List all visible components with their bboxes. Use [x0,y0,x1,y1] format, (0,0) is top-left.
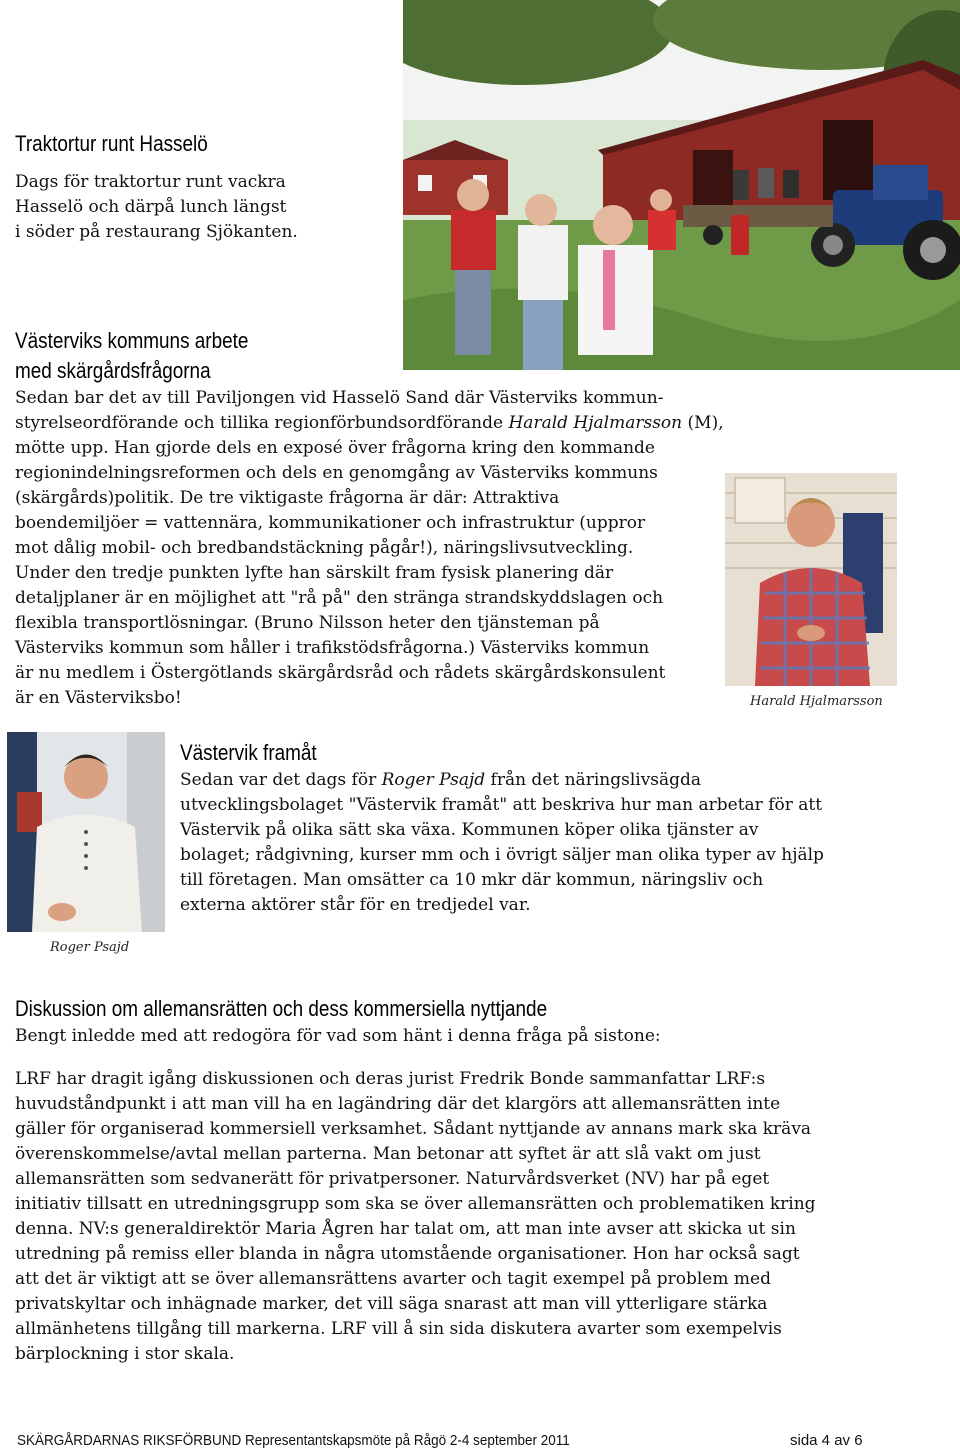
text-line: initiativ tillsatt en utredningsgrupp som ska se över allemansrätten och problematiken kring [15,1194,816,1214]
tractor-tour-photo [403,0,960,370]
text-line: utvecklingsbolaget "Västervik framåt" att beskriva hur man arbetar för att [180,795,823,815]
text-line: utredning på remiss eller blanda in några utomstående organisationer. Hon har också sagt [15,1244,800,1264]
allemansratten-heading: Diskussion om allemansrätten och dess kommersiella nyttjande [15,996,548,1021]
text-line: LRF har dragit igång diskussionen och deras jurist Fredrik Bonde sammanfattar LRF:s [15,1069,766,1089]
text-line: denna. NV:s generaldirektör Maria Ågren har talat om, att man inte avser att skicka ut sin [15,1219,796,1239]
text-line: mötte upp. Han gjorde dels en exposé över frågorna kring den kommande [15,438,655,458]
text-line: Västerviks kommun som håller i trafikstödsfrågorna.) Västerviks kommun [15,638,650,658]
tractor-tour-heading: Traktortur runt Hasselö [15,131,208,156]
footer-title: SKÄRGÅRDARNAS RIKSFÖRBUND Representantskapsmöte på Rågö 2-4 september 2011 [17,1432,570,1449]
text-line: Under den tredje punkten lyfte han särskilt fram fysisk planering där [15,563,614,583]
vastervik-heading-line-2: med skärgårdsfrågorna [15,358,211,383]
text-line: detaljplaner är en möjlighet att "rå på" den stränga strandskyddslagen och [15,588,664,608]
roger-photo [7,732,165,932]
person-name: Roger Psajd [381,770,486,790]
text-line: flexibla transportlösningar. (Bruno Nilsson heter den tjänsteman på [15,613,600,633]
text-line: bolaget; rådgivning, kurser mm och i övrigt säljer man olika typer av hjälp [180,845,824,865]
text-line: mot dålig mobil- och bredbandstäckning pågår!), näringslivsutveckling. [15,538,634,558]
text-line: bärplockning i stor skala. [15,1344,235,1364]
person-name: Harald Hjalmarsson [508,413,683,433]
text-line: är en Västerviksbo! [15,688,182,708]
text-line: Sedan var det dags för Roger Psajd från det näringslivsägda [180,770,702,790]
vastervik-text [15,386,775,711]
text-line: styrelseordförande och tillika regionförbundsordförande Harald Hjalmarsson (M), [15,413,724,433]
text-line: Västervik på olika sätt ska växa. Kommunen köper olika tjänster av [180,820,759,840]
harald-caption: Harald Hjalmarsson [750,694,883,709]
allemansratten-text [15,1067,915,1367]
text-line: att det är viktigt att se över allemansrättens avarter och tagit exempel på problem med [15,1269,771,1289]
text-line: boendemiljöer = vattennära, kommunikationer och infrastruktur (uppror [15,513,646,533]
text-line: allemansrätten som sedvanerätt för privatpersoner. Naturvårdsverket (NV) har på eget [15,1169,770,1189]
page-number: sida 4 av 6 [790,1432,863,1449]
text-line: externa aktörer står för en tredjedel var. [180,895,531,915]
text-line: är nu medlem i Östergötlands skärgårdsråd och rådets skärgårdskonsulent [15,663,666,683]
text-line: regionindelningsreformen och dels en genomgång av Västerviks kommuns [15,463,658,483]
text-line: huvudståndpunkt i att man vill ha en lagändring där det klargörs att allemansrätten inte [15,1094,781,1114]
text-line: Sedan bar det av till Paviljongen vid Hasselö Sand där Västerviks kommun- [15,388,664,408]
text-line: Hasselö och därpå lunch längst [15,197,287,217]
text-line: till företagen. Man omsätter ca 10 mkr där kommun, näringsliv och [180,870,764,890]
text-line: gäller för organiserad kommersiell verksamhet. Sådant nyttjande av annans mark ska kräva [15,1119,812,1139]
harald-photo [725,473,897,686]
vastervik-framat-text [180,768,880,918]
tractor-tour-text [15,170,395,245]
vastervik-heading-line-1: Västerviks kommuns arbete [15,328,249,353]
text-line: (skärgårds)politik. De tre viktigaste frågorna är där: Attraktiva [15,488,560,508]
vastervik-framat-heading: Västervik framåt [180,740,317,765]
text-line: privatskyltar och inhägnade marker, det vill säga snarast att man vill ytterligare stärka [15,1294,768,1314]
text-line: överenskommelse/avtal mellan parterna. Man betonar att syftet är att slå vakt om just [15,1144,761,1164]
roger-caption: Roger Psajd [50,940,130,955]
allemansratten-intro: Bengt inledde med att redogöra för vad som hänt i denna fråga på sistone: [15,1026,661,1046]
text-line: allmänhetens tillgång till markerna. LRF vill å sin sida diskutera avarter som exempelvis [15,1319,782,1339]
text-line: i söder på restaurang Sjökanten. [15,222,298,242]
text-line: Dags för traktortur runt vackra [15,172,286,192]
